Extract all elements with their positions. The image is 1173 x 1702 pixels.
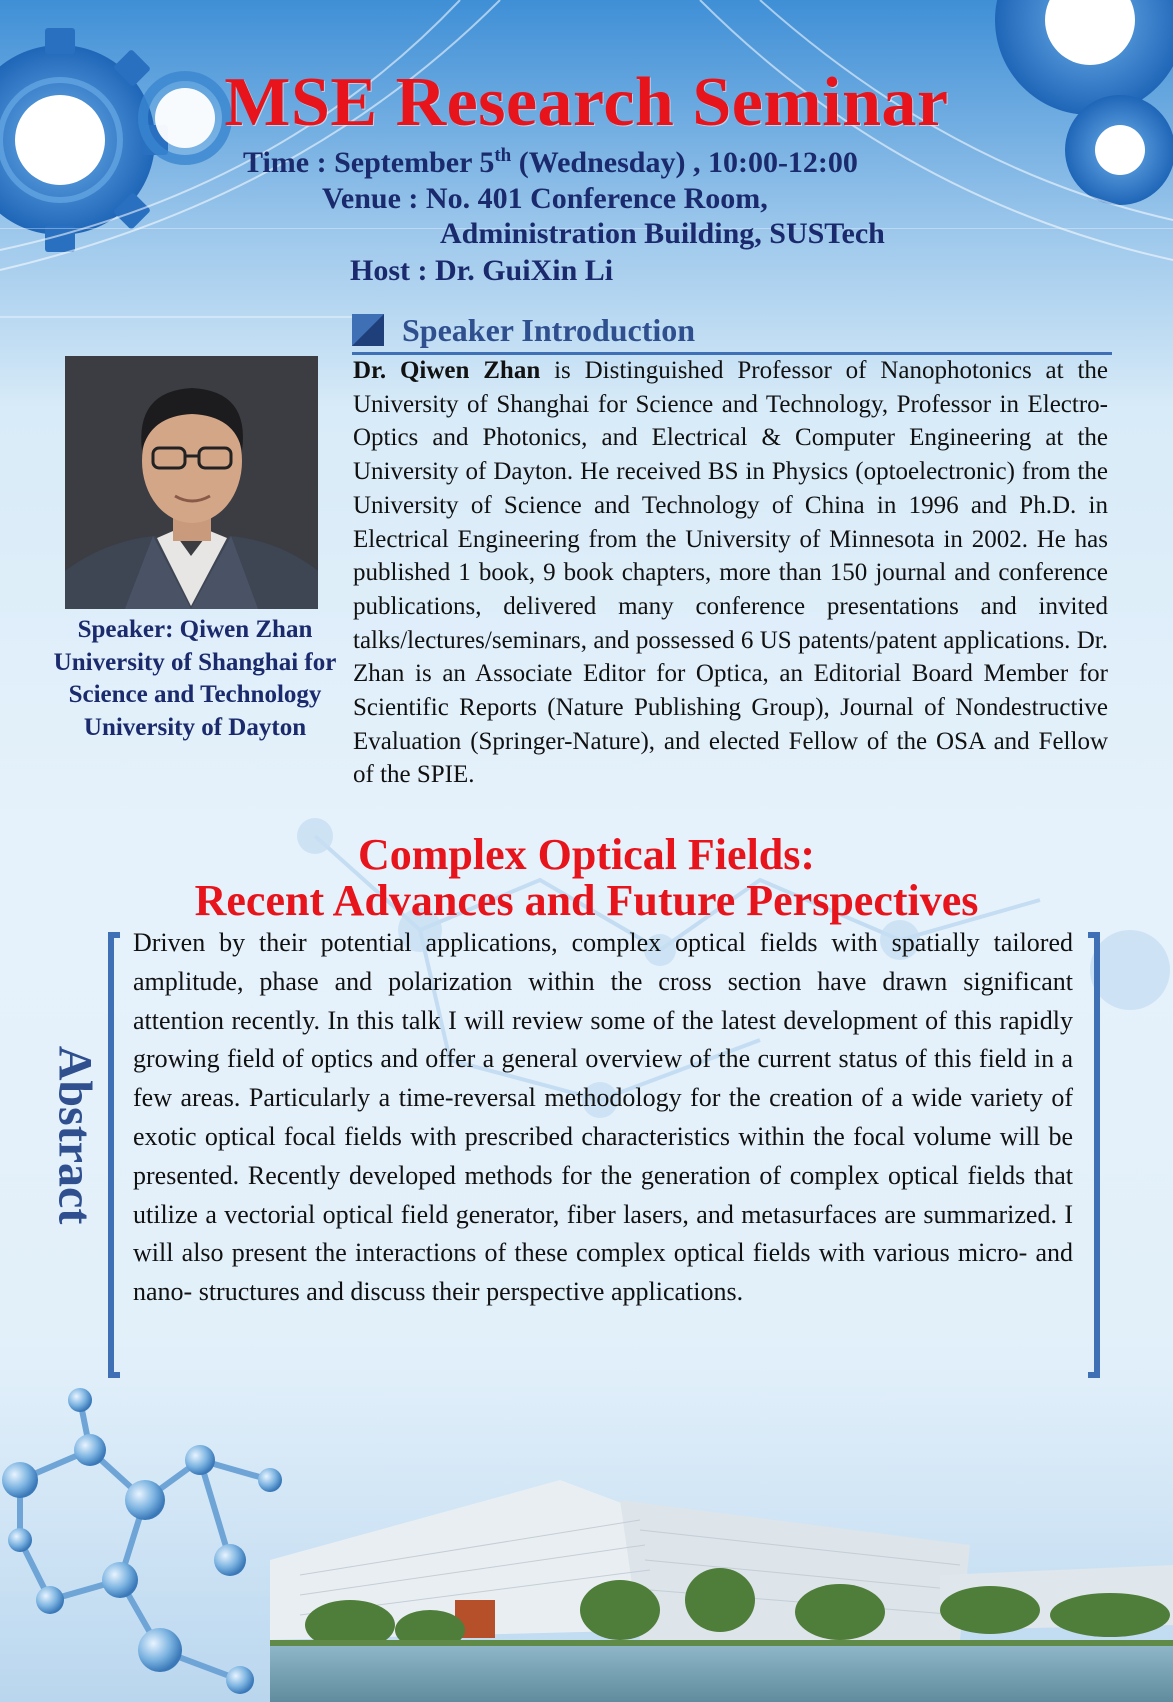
speaker-intro-header	[352, 312, 1112, 355]
bio-speaker-name: Dr. Qiwen Zhan	[353, 357, 541, 384]
seminar-host: Host : Dr. GuiXin Li	[350, 254, 614, 287]
abstract-text: Driven by their potential applications, complex optical fields with spatially tailored amplitude, phase and polarization within the cross section have drawn significant attention recently. In this talk I will review some of the latest development of this rapidly growing field of optics and offer a general overview of the current status of this field in a few areas. Particularly a time-reversal methodology for the creation of a wide variety of exotic optical focal fields with prescribed characteristics within the focal volume will be presented. Recently developed methods for the generation of complex optical fields that utilize a vectorial optical field generator, fiber lasers, and metasurfaces are summarized. I will also present the interactions of these complex optical fields with various micro- and nano- structures and discuss their perspective applications.	[133, 928, 1073, 1307]
talk-title-line2: Recent Advances and Future Perspectives	[194, 876, 979, 925]
section-marker-icon	[352, 314, 384, 346]
speaker-bio	[353, 354, 1108, 792]
speaker-affiliation-2: University of Dayton	[83, 713, 307, 741]
time-suffix: th	[494, 145, 512, 166]
bio-text: is Distinguished Professor of Nanophotonics at the University of Shanghai for Science and Technology, Professor in Electro-Optics and Photonics, and Electrical & Computer Engineering at the University of Dayton. He received BS in Physics (optoelectronic) from the University of Science and Technology of China in 1996 and Ph.D. in Electrical Engineering from the University of Minnesota in 2002. He has published 1 book, 9 book chapters, more than 150 journal and conference publications, delivered many conference presentations and invited talks/lectures/seminars, and possessed 6 US patents/patent applications. Dr. Zhan is an Associate Editor for Optica, an Editorial Board Member for Scientific Reports (Nature Publishing Group), Journal of Nondestructive Evaluation (Springer-Nature), and elected Fellow of the OSA and Fellow of the SPIE.	[353, 357, 1108, 789]
speaker-name: Speaker: Qiwen Zhan	[77, 616, 313, 643]
abstract-label: Abstract	[48, 1045, 102, 1225]
time-label: Time : September 5	[243, 146, 495, 179]
abstract-bracket-left	[108, 932, 120, 1378]
seminar-venue-line1: Venue : No. 401 Conference Room,	[322, 182, 768, 215]
talk-title-line1: Complex Optical Fields:	[357, 830, 816, 879]
seminar-time	[243, 146, 858, 178]
speaker-photo	[65, 356, 318, 609]
poster-title: MSE Research Seminar	[224, 64, 949, 141]
speaker-caption	[30, 614, 360, 744]
speaker-intro-title: Speaker Introduction	[402, 312, 696, 348]
time-rest: (Wednesday) , 10:00-12:00	[511, 146, 858, 179]
abstract-bracket-right	[1088, 932, 1100, 1378]
seminar-venue-line2: Administration Building, SUSTech	[440, 217, 885, 250]
abstract-label-box	[30, 1020, 120, 1250]
speaker-affiliation-1b: Science and Technology	[68, 681, 322, 708]
speaker-affiliation-1a: University of Shanghai for	[53, 648, 337, 676]
talk-title	[0, 832, 1173, 924]
gear-icon	[0, 28, 168, 252]
